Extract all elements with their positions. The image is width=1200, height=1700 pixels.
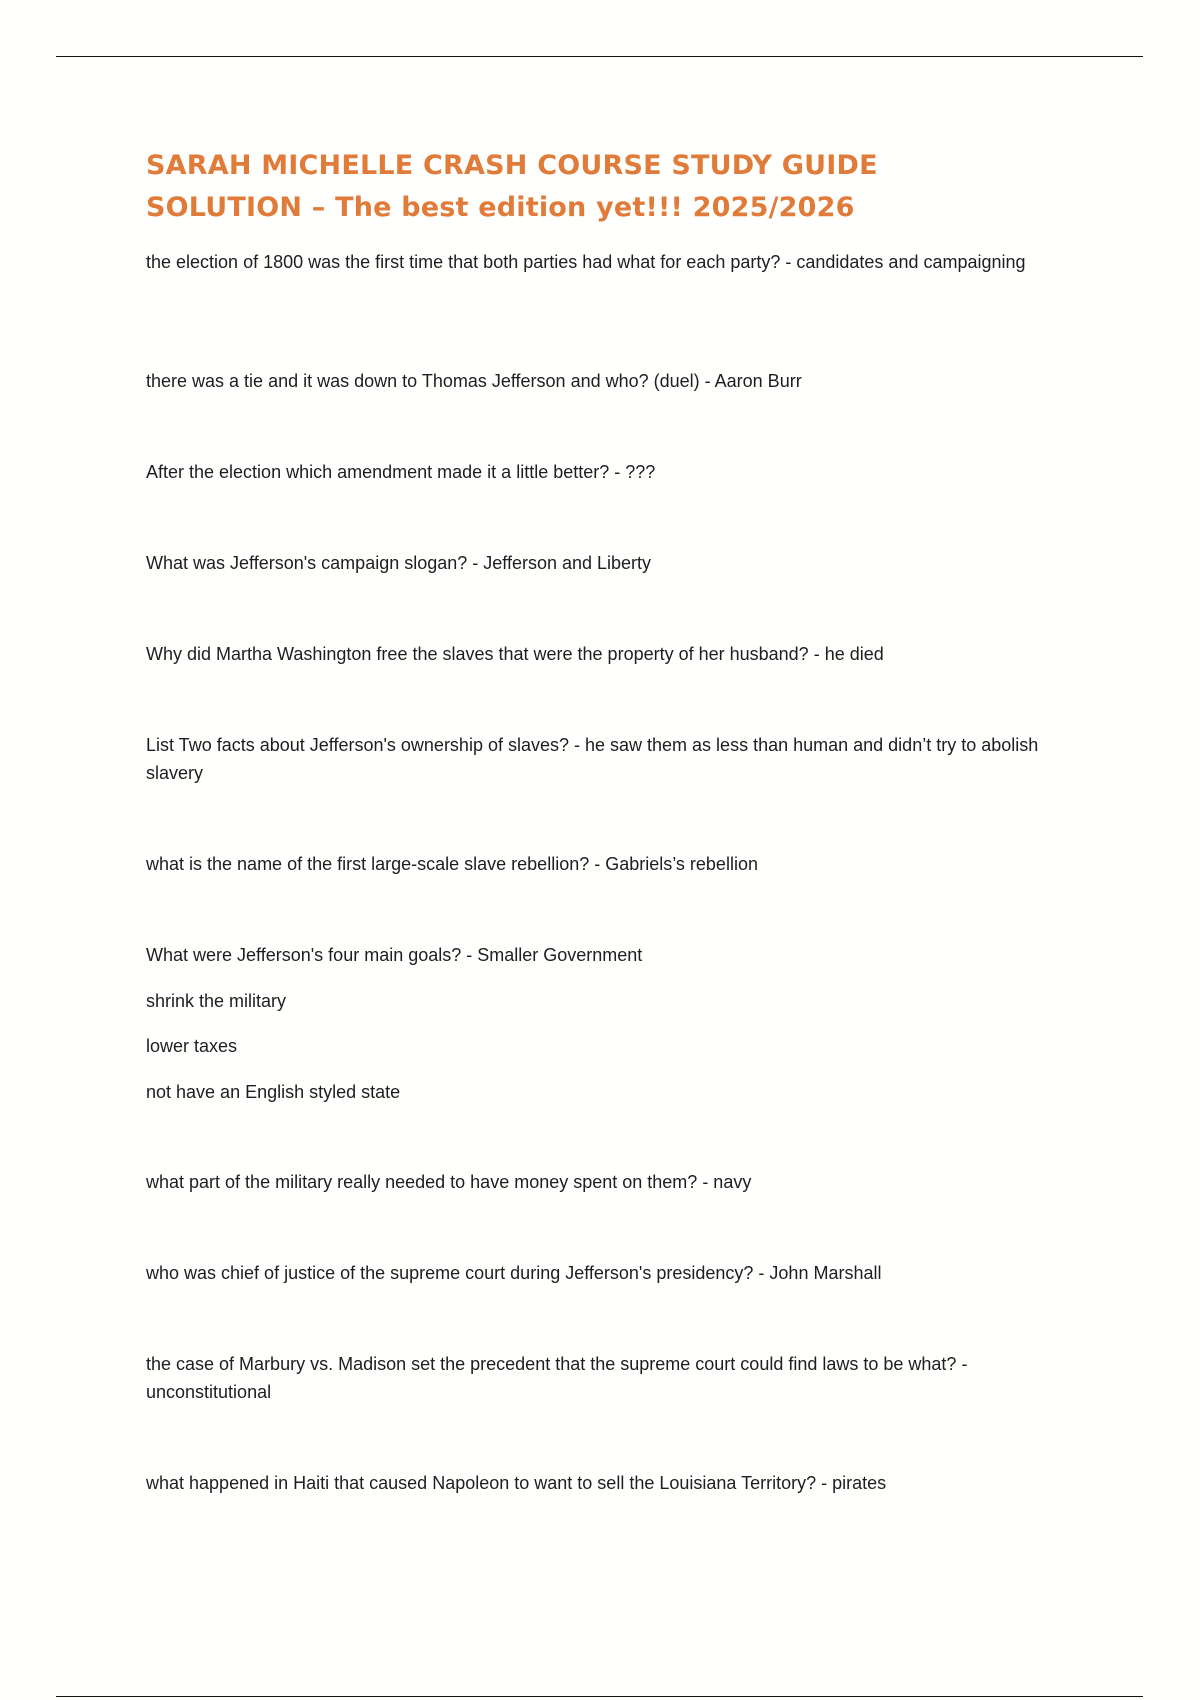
- qa-entry: What was Jefferson's campaign slogan? - Jefferson and Liberty: [146, 553, 652, 573]
- qa-entry: what happened in Haiti that caused Napoleon to want to sell the Louisiana Territory? - pirates: [146, 1473, 887, 1493]
- goal-list-item: not have an English styled state: [146, 1082, 401, 1102]
- qa-entry: the election of 1800 was the first time that both parties had what for each party? - candidates and campaigning: [146, 252, 1026, 272]
- qa-entry: there was a tie and it was down to Thomas Jefferson and who? (duel) - Aaron Burr: [146, 371, 802, 391]
- document-title: [146, 145, 1046, 229]
- qa-entry: what is the name of the first large-scale slave rebellion? - Gabriels’s rebellion: [146, 854, 758, 874]
- qa-entry: List Two facts about Jefferson's ownership of slaves? - he saw them as less than human and didn’t try to abolish slavery: [146, 735, 1039, 783]
- qa-entry: Why did Martha Washington free the slaves that were the property of her husband? - he died: [146, 644, 884, 664]
- qa-entry: the case of Marbury vs. Madison set the precedent that the supreme court could find laws to be what? - unconstitutional: [146, 1354, 968, 1402]
- goal-list-item: shrink the military: [146, 991, 287, 1011]
- title-line-2: SOLUTION – The best edition yet!!! 2025/2026: [146, 192, 855, 223]
- qa-entry: What were Jefferson's four main goals? - Smaller Government: [146, 945, 643, 965]
- title-line-1: SARAH MICHELLE CRASH COURSE STUDY GUIDE: [146, 150, 878, 181]
- header-rule: [56, 56, 1143, 57]
- footer-rule: [56, 1696, 1143, 1697]
- goal-list-item: lower taxes: [146, 1036, 238, 1056]
- qa-entry: After the election which amendment made it a little better? - ???: [146, 462, 656, 482]
- qa-entry: what part of the military really needed to have money spent on them? - navy: [146, 1172, 752, 1192]
- qa-entry: who was chief of justice of the supreme court during Jefferson's presidency? - John Marshall: [146, 1263, 882, 1283]
